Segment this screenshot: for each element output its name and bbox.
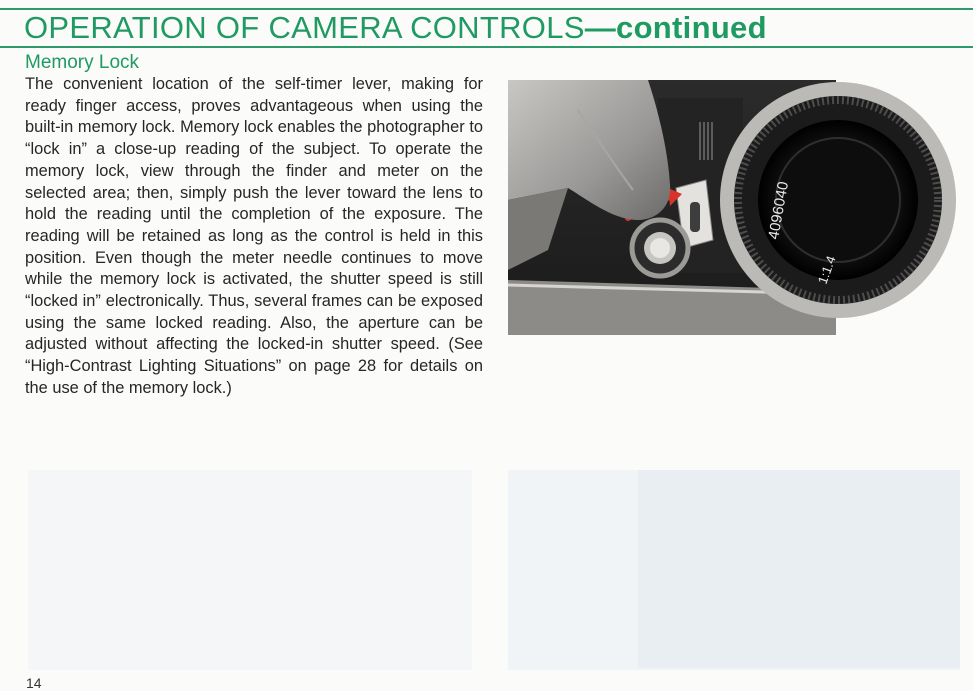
- page-title-continued: —continued: [584, 10, 767, 45]
- camera-photo-illustration: [508, 80, 839, 335]
- camera-photo: [508, 80, 839, 335]
- page-number: 14: [26, 675, 42, 691]
- lens-barrel: [720, 82, 956, 318]
- page-title: [24, 9, 767, 47]
- section-body: The convenient location of the self-timer lever, making for ready finger access, proves advantageous when using the built-in memory lock. Memory lock enables the photographer to “lock in” a close-up reading of the subject. To operate the memory lock, view through the finder and meter on the selected area; then, simply push the lever toward the lens to hold the reading until the completion of the exposure. The reading will be retained as long as the control is held in this position. Even though the meter needle continues to move while the memory lock is activated, the shutter speed is still “locked in” electronically. Thus, several frames can be exposed using the same locked reading. Also, the aperture can be adjusted without affecting the locked-in shutter speed. (See “High-Contrast Lighting Situations” on page 28 for details on the use of the memory lock.): [25, 75, 483, 397]
- lens-aperture-text: 1:1.4: [814, 253, 839, 287]
- shutter-release-button: [632, 220, 688, 276]
- bleed-through-photo: [638, 470, 960, 668]
- header-rule-bottom: [0, 46, 973, 48]
- section-subheading: Memory Lock: [25, 52, 140, 73]
- bleed-through-left: [28, 470, 472, 670]
- page-title-main: OPERATION OF CAMERA CONTROLS: [24, 10, 585, 45]
- lens-serial-text: 4096040: [765, 180, 793, 241]
